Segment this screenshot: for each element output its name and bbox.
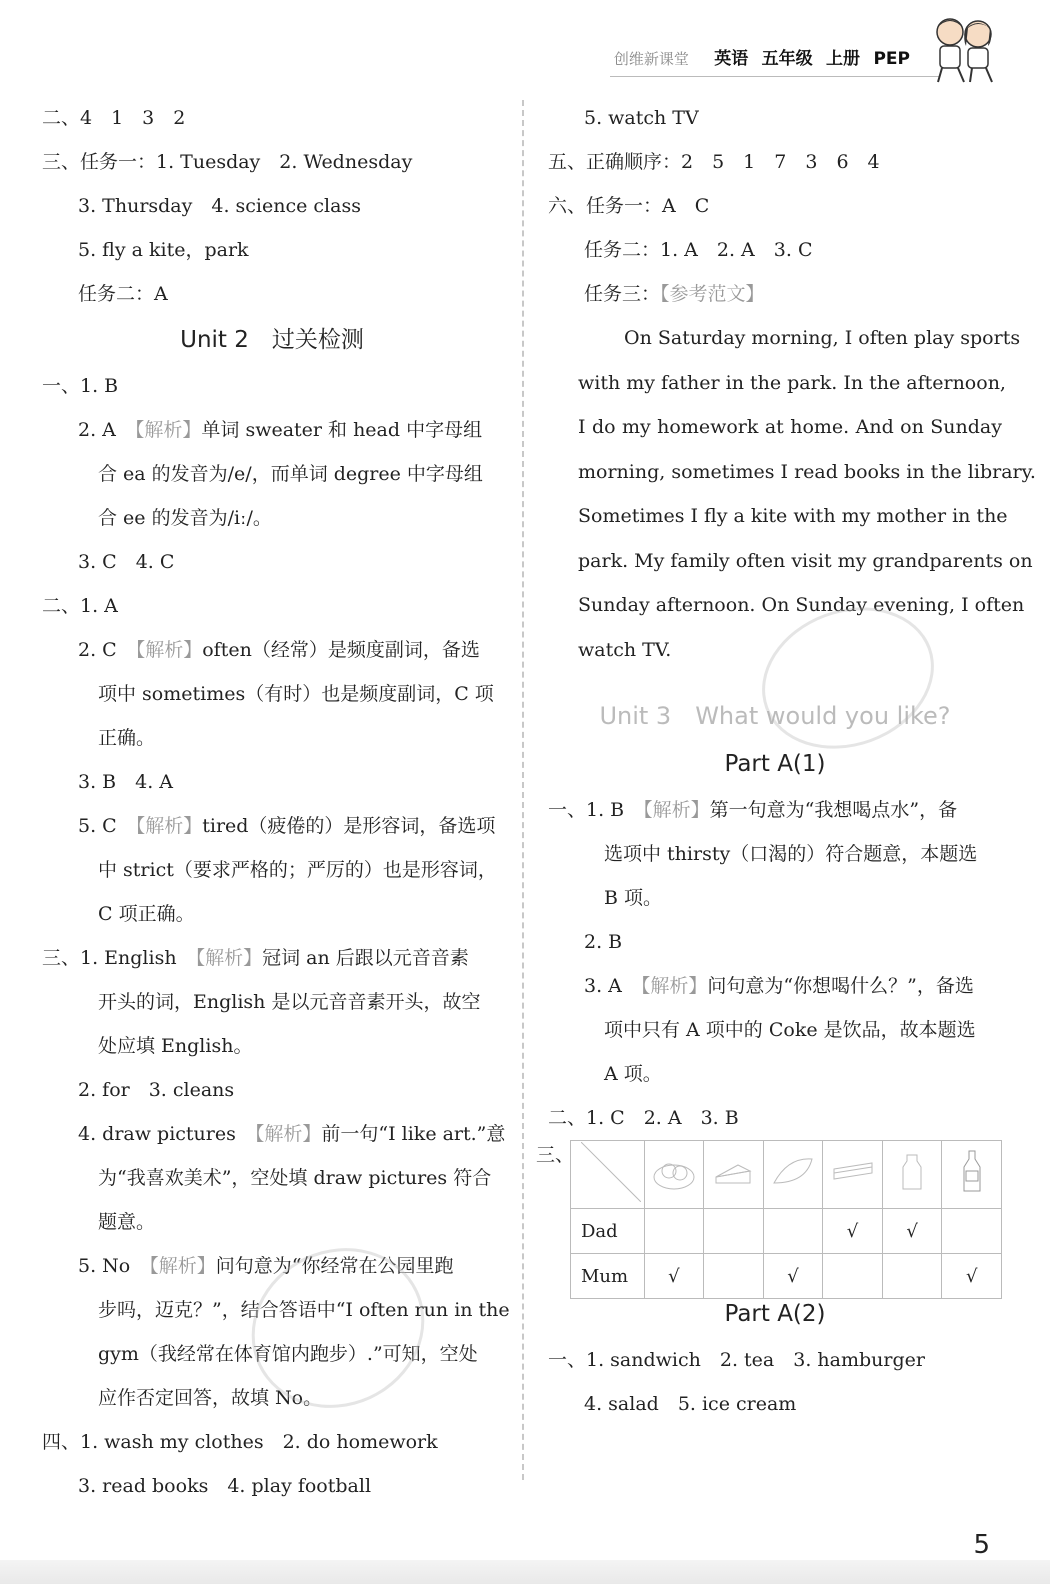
answer-line: 项中只有 A 项中的 Coke 是饮品，故本题选 xyxy=(604,1019,976,1041)
essay-line: Sometimes I fly a kite with my mother in the xyxy=(578,505,1008,527)
answer-line: 任务三：【参考范文】 xyxy=(584,283,765,305)
essay-line: park. My family often visit my grandparents on xyxy=(578,549,1033,572)
answer-line: 题意。 xyxy=(98,1211,156,1233)
footer-band xyxy=(0,1560,1050,1584)
mark-cell xyxy=(882,1254,942,1299)
row-label: Mum xyxy=(571,1254,645,1299)
right-column xyxy=(536,96,1036,1426)
mark-cell xyxy=(942,1209,1002,1254)
answer-line: 3. C 4. C xyxy=(78,551,175,573)
milk-bottle-icon xyxy=(887,1147,937,1197)
mark-cell: √ xyxy=(644,1254,704,1299)
answer-line: 3. Thursday 4. science class xyxy=(78,195,361,217)
answer-line: B 项。 xyxy=(604,887,663,909)
food-icon-cell xyxy=(644,1141,704,1209)
answer-line: 处应填 English。 xyxy=(98,1035,253,1057)
brand: 创维新课堂 xyxy=(613,50,689,68)
drink-bottle-icon xyxy=(947,1147,997,1197)
kids-illustration-icon xyxy=(930,12,998,84)
answer-line: 一、1. B 【解析】第一句意为“我想喝点水”，备 xyxy=(548,799,958,821)
answer-line: 为“我喜欢美术”，空处填 draw pictures 符合 xyxy=(98,1167,492,1189)
food-icon-cell xyxy=(882,1141,942,1209)
answer-line: 5. No 【解析】问句意为“你经常在公园里跑 xyxy=(78,1255,454,1277)
food-icon-cell xyxy=(942,1141,1002,1209)
answer-line: 开头的词，English 是以元音音素开头，故空 xyxy=(98,991,481,1013)
header-rule xyxy=(610,76,940,77)
answer-line: 2. A 【解析】单词 sweater 和 head 中字母组 xyxy=(78,419,483,441)
diagonal-line-icon xyxy=(581,1142,641,1202)
answer-line: A 项。 xyxy=(604,1063,662,1085)
answer-line: 5. C 【解析】tired（疲倦的）是形容词，备选项 xyxy=(78,815,496,837)
subject: 英语 xyxy=(714,49,749,69)
mark-cell: √ xyxy=(882,1209,942,1254)
unit2-title: Unit 2 过关检测 xyxy=(180,327,364,353)
answer-line: 2. for 3. cleans xyxy=(78,1079,235,1101)
food-table xyxy=(570,1140,1002,1299)
column-divider xyxy=(522,100,524,1480)
answer-line: 4. salad 5. ice cream xyxy=(584,1393,797,1415)
cake-icon xyxy=(708,1147,758,1197)
food-table-block xyxy=(536,1140,1002,1290)
mark-cell xyxy=(763,1209,823,1254)
answer-line: 项中 sometimes（有时）也是频度副词，C 项 xyxy=(98,683,494,705)
page-number: 5 xyxy=(973,1530,990,1560)
answer-line: 2. C 【解析】often（经常）是频度副词，备选 xyxy=(78,639,480,661)
answer-line: 4. draw pictures 【解析】前一句“I like art.”意 xyxy=(78,1123,506,1145)
bread-rolls-icon xyxy=(649,1147,699,1197)
answer-line: 五、正确顺序：2 5 1 7 3 6 4 xyxy=(548,151,880,173)
essay-line: with my father in the park. In the afternoon, xyxy=(578,371,1006,394)
answer-line: 六、任务一：A C xyxy=(548,195,710,217)
answer-line: gym（我经常在体育馆内跑步）.”可知，空处 xyxy=(98,1343,478,1365)
mark-cell: √ xyxy=(823,1209,883,1254)
mark-cell xyxy=(704,1209,764,1254)
sample-essay xyxy=(548,316,1036,672)
answer-line: 选项中 thirsty（口渴的）符合题意，本题选 xyxy=(604,843,978,865)
unit3-title: Unit 3 What would you like? xyxy=(599,702,951,730)
answer-line: 中 strict（要求严格的；严厉的）也是形容词， xyxy=(98,859,497,881)
sandwich-icon xyxy=(828,1147,878,1197)
answer-line: 二、1. C 2. A 3. B xyxy=(548,1107,739,1129)
essay-line: Sunday afternoon. On Sunday evening, I often xyxy=(578,594,1025,616)
answer-line: 步吗，迈克？”，结合答语中“I often run in the xyxy=(98,1299,510,1321)
answer-line: 应作否定回答，故填 No。 xyxy=(98,1387,323,1409)
answer-line: 二、1. A xyxy=(42,595,118,617)
answer-line: 3. A 【解析】问句意为“你想喝什么？”，备选 xyxy=(584,975,974,997)
answer-line: 正确。 xyxy=(98,727,156,749)
mark-cell xyxy=(823,1254,883,1299)
volume: 上册 xyxy=(826,49,861,69)
answer-line: 3. read books 4. play football xyxy=(78,1475,372,1497)
essay-line: watch TV. xyxy=(578,638,672,661)
answer-line: 3. B 4. A xyxy=(78,771,174,793)
row-label: Dad xyxy=(571,1209,645,1254)
answer-line: C 项正确。 xyxy=(98,903,195,925)
answer-line: 合 ea 的发音为/e/，而单词 degree 中字母组 xyxy=(98,463,483,485)
answer-line: 5. watch TV xyxy=(584,107,699,129)
section-label: 三、 xyxy=(536,1144,575,1166)
answer-line: 一、1. sandwich 2. tea 3. hamburger xyxy=(548,1349,925,1371)
part-a2-title: Part A(2) xyxy=(724,1301,826,1327)
essay-line: morning, sometimes I read books in the library. xyxy=(578,460,1036,483)
answer-line: 2. B xyxy=(584,931,623,953)
food-icon-cell xyxy=(823,1141,883,1209)
table-row xyxy=(571,1209,1002,1254)
essay-line: I do my homework at home. And on Sunday xyxy=(578,416,1002,438)
part-a1-title: Part A(1) xyxy=(724,751,826,777)
food-icon-cell xyxy=(704,1141,764,1209)
answer-line: 四、1. wash my clothes 2. do homework xyxy=(42,1431,438,1453)
answer-line: 一、1. B xyxy=(42,375,119,397)
answer-line: 三、任务一：1. Tuesday 2. Wednesday xyxy=(42,151,413,173)
mark-cell: √ xyxy=(763,1254,823,1299)
answer-line: 三、1. English 【解析】冠词 an 后跟以元音音素 xyxy=(42,947,469,969)
table-row xyxy=(571,1254,1002,1299)
answer-line: 任务二：1. A 2. A 3. C xyxy=(584,239,813,261)
mark-cell xyxy=(704,1254,764,1299)
baguette-icon xyxy=(768,1147,818,1197)
essay-line: On Saturday morning, I often play sports xyxy=(624,327,1021,349)
mark-cell: √ xyxy=(942,1254,1002,1299)
edition: PEP xyxy=(873,49,910,69)
answer-line: 合 ee 的发音为/iː/。 xyxy=(98,507,272,529)
food-icon-cell xyxy=(763,1141,823,1209)
answer-line: 二、4 1 3 2 xyxy=(42,107,186,129)
answer-line: 5. fly a kite，park xyxy=(78,239,249,261)
mark-cell xyxy=(644,1209,704,1254)
table-corner xyxy=(571,1141,645,1209)
grade: 五年级 xyxy=(761,49,813,69)
answer-line: 任务二：A xyxy=(78,283,168,305)
page-header xyxy=(614,44,910,69)
